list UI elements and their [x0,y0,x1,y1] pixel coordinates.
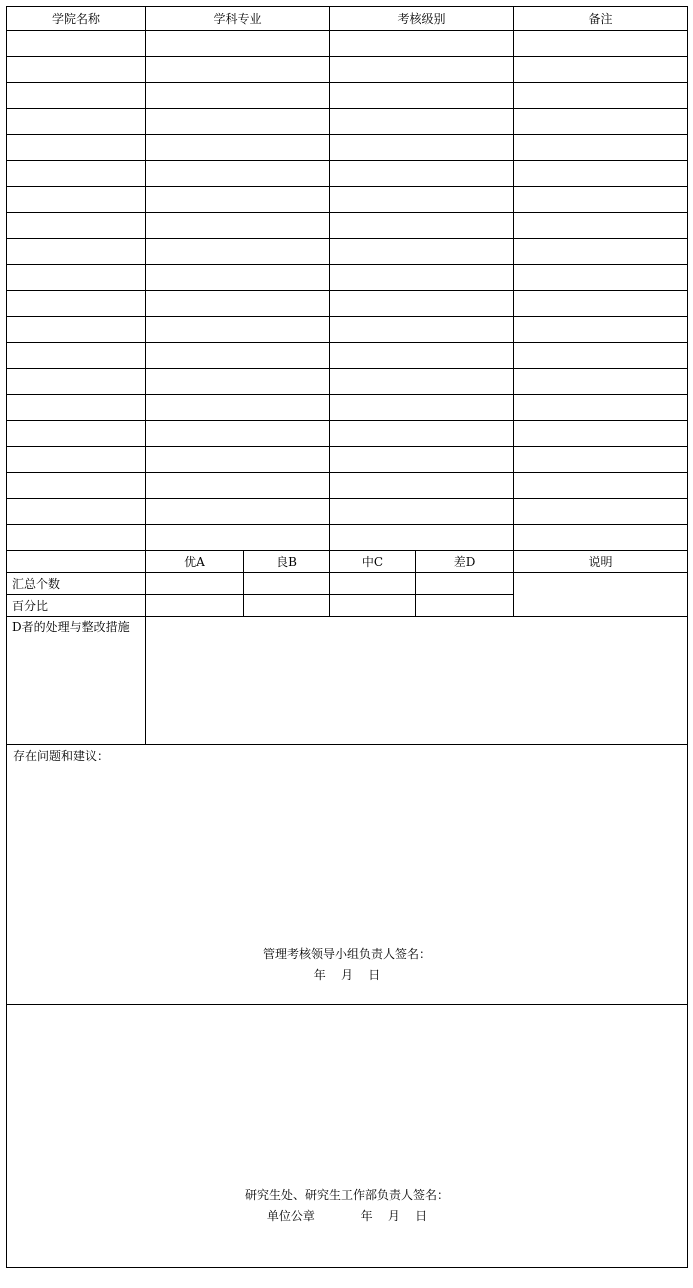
college-cell[interactable] [7,31,146,57]
level-cell[interactable] [330,369,514,395]
college-cell[interactable] [7,421,146,447]
level-cell[interactable] [330,473,514,499]
major-cell[interactable] [146,343,330,369]
major-cell[interactable] [146,265,330,291]
assessment-table [6,6,688,1268]
major-cell[interactable] [146,213,330,239]
leader-date-label: 年 月 日 [313,968,381,982]
major-cell[interactable] [146,291,330,317]
table-row [7,317,688,343]
level-cell[interactable] [330,187,514,213]
major-cell[interactable] [146,317,330,343]
grade-c-count-cell[interactable] [330,573,416,595]
level-cell[interactable] [330,83,514,109]
college-cell[interactable] [7,473,146,499]
level-cell[interactable] [330,317,514,343]
college-cell[interactable] [7,161,146,187]
d-measures-row [7,617,688,745]
college-cell[interactable] [7,265,146,291]
grade-note-label: 说明 [514,551,688,573]
major-cell[interactable] [146,31,330,57]
college-cell[interactable] [7,447,146,473]
level-cell[interactable] [330,213,514,239]
grade-header-row [7,551,688,573]
table-row [7,421,688,447]
table-row [7,57,688,83]
college-cell[interactable] [7,57,146,83]
grade-a-percent-cell[interactable] [146,595,244,617]
table-row [7,161,688,187]
level-cell[interactable] [330,161,514,187]
table-row [7,109,688,135]
table-row [7,369,688,395]
college-cell[interactable] [7,187,146,213]
remarks-cell[interactable] [514,83,688,109]
table-row [7,239,688,265]
level-cell[interactable] [330,343,514,369]
level-cell[interactable] [330,395,514,421]
problems-label: 存在问题和建议： [13,749,110,763]
table-row [7,525,688,551]
college-cell[interactable] [7,395,146,421]
grade-corner-cell [7,551,146,573]
remarks-cell[interactable] [514,265,688,291]
remarks-cell[interactable] [514,239,688,265]
office-row [7,1005,688,1268]
office-signature-label: 研究生处、研究生工作部负责人签名： [245,1188,450,1202]
major-cell[interactable] [146,421,330,447]
level-cell[interactable] [330,421,514,447]
level-cell[interactable] [330,57,514,83]
remarks-cell[interactable] [514,109,688,135]
major-cell[interactable] [146,499,330,525]
table-row [7,343,688,369]
table-row [7,473,688,499]
college-cell[interactable] [7,499,146,525]
level-cell[interactable] [330,291,514,317]
college-cell[interactable] [7,343,146,369]
college-cell[interactable] [7,525,146,551]
table-row [7,499,688,525]
office-date-label: 单位公章 年 月 日 [266,1209,428,1223]
problems-row [7,745,688,1005]
major-cell[interactable] [146,447,330,473]
major-cell[interactable] [146,135,330,161]
table-row [7,187,688,213]
major-cell[interactable] [146,161,330,187]
remarks-cell[interactable] [514,57,688,83]
grade-d-label: 差D [416,551,514,573]
header-level: 考核级别 [330,7,514,31]
table-row [7,395,688,421]
grade-a-label: 优A [146,551,244,573]
remarks-cell[interactable] [514,421,688,447]
remarks-cell[interactable] [514,369,688,395]
leader-signature-label: 管理考核领导小组负责人签名： [263,947,432,961]
major-cell[interactable] [146,109,330,135]
level-cell[interactable] [330,31,514,57]
major-cell[interactable] [146,57,330,83]
grade-c-percent-cell[interactable] [330,595,416,617]
major-cell[interactable] [146,369,330,395]
office-cell[interactable] [7,1005,688,1268]
level-cell[interactable] [330,499,514,525]
remarks-cell[interactable] [514,187,688,213]
major-cell[interactable] [146,473,330,499]
table-row [7,265,688,291]
grade-b-percent-cell[interactable] [244,595,330,617]
major-cell[interactable] [146,239,330,265]
grade-note-cell[interactable] [514,573,688,617]
college-cell[interactable] [7,83,146,109]
table-row [7,83,688,109]
college-cell[interactable] [7,291,146,317]
d-measures-cell[interactable] [146,617,688,745]
level-cell[interactable] [330,239,514,265]
table-row [7,447,688,473]
college-cell[interactable] [7,135,146,161]
remarks-cell[interactable] [514,317,688,343]
problems-cell[interactable] [7,745,688,1005]
header-major: 学科专业 [146,7,330,31]
header-college: 学院名称 [7,7,146,31]
grade-c-label: 中C [330,551,416,573]
grade-d-percent-cell[interactable] [416,595,514,617]
assessment-form [6,6,687,1268]
level-cell[interactable] [330,447,514,473]
remarks-cell[interactable] [514,343,688,369]
table-row [7,213,688,239]
d-measures-label: D者的处理与整改措施 [7,617,146,745]
remarks-cell[interactable] [514,213,688,239]
remarks-cell[interactable] [514,395,688,421]
grade-d-count-cell[interactable] [416,573,514,595]
percentage-label: 百分比 [7,595,146,617]
remarks-cell[interactable] [514,161,688,187]
college-cell[interactable] [7,109,146,135]
college-cell[interactable] [7,369,146,395]
grade-a-count-cell[interactable] [146,573,244,595]
table-row [7,31,688,57]
remarks-cell[interactable] [514,135,688,161]
remarks-cell[interactable] [514,473,688,499]
college-cell[interactable] [7,239,146,265]
remarks-cell[interactable] [514,291,688,317]
level-cell[interactable] [330,525,514,551]
remarks-cell[interactable] [514,31,688,57]
level-cell[interactable] [330,135,514,161]
remarks-cell[interactable] [514,499,688,525]
level-cell[interactable] [330,265,514,291]
major-cell[interactable] [146,525,330,551]
major-cell[interactable] [146,395,330,421]
college-cell[interactable] [7,213,146,239]
total-count-label: 汇总个数 [7,573,146,595]
grade-b-count-cell[interactable] [244,573,330,595]
college-cell[interactable] [7,317,146,343]
grade-count-row [7,573,688,595]
grade-b-label: 良B [244,551,330,573]
major-cell[interactable] [146,83,330,109]
table-row [7,135,688,161]
major-cell[interactable] [146,187,330,213]
header-remarks: 备注 [514,7,688,31]
level-cell[interactable] [330,109,514,135]
remarks-cell[interactable] [514,525,688,551]
table-row [7,291,688,317]
header-row [7,7,688,31]
remarks-cell[interactable] [514,447,688,473]
